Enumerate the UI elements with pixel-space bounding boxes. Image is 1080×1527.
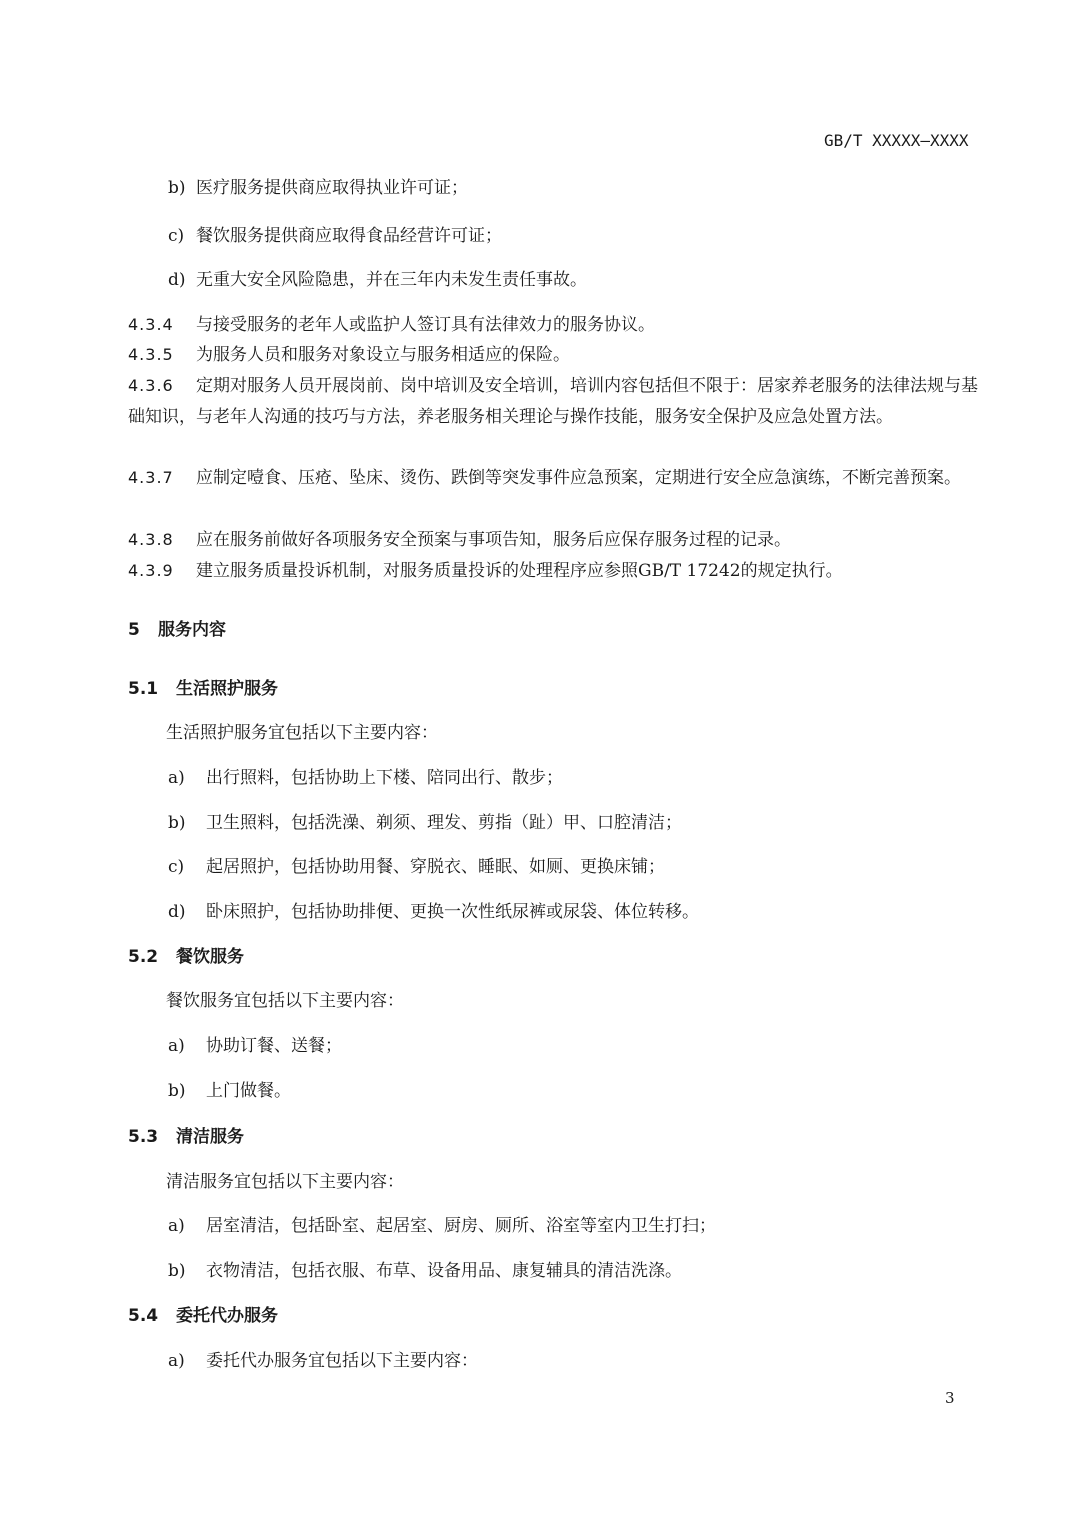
section-intro: 生活照护服务宜包括以下主要内容： xyxy=(166,723,438,743)
list-item-label: d) xyxy=(168,902,186,922)
clause-number: 4.3.4 xyxy=(128,315,174,334)
list-item-label: a) xyxy=(168,768,185,788)
list-item-text: 起居照护，包括协助用餐、穿脱衣、睡眠、如厕、更换床铺； xyxy=(206,857,665,877)
section-number: 5.2 xyxy=(128,947,159,967)
clause-text: 应在服务前做好各项服务安全预案与事项告知，服务后应保存服务过程的记录。 xyxy=(196,530,791,550)
list-item-label: a) xyxy=(168,1036,185,1056)
clause-text: 建立服务质量投诉机制，对服务质量投诉的处理程序应参照GB/T 17242的规定执行。 xyxy=(196,561,843,581)
section-title: 餐饮服务 xyxy=(176,947,244,967)
chapter-number: 5 xyxy=(128,620,140,640)
list-item-text: 居室清洁，包括卧室、起居室、厨房、厕所、浴室等室内卫生打扫； xyxy=(206,1216,716,1236)
clause-text: 为服务人员和服务对象设立与服务相适应的保险。 xyxy=(196,345,570,365)
section-number: 5.3 xyxy=(128,1127,159,1147)
section-title: 清洁服务 xyxy=(176,1127,244,1147)
document-code: GB/T XXXXX—XXXX xyxy=(824,131,969,150)
list-item-label: b) xyxy=(168,178,186,198)
list-item-text: 无重大安全风险隐患，并在三年内未发生责任事故。 xyxy=(196,270,587,290)
list-item-label: b) xyxy=(168,1081,186,1101)
section-number: 5.4 xyxy=(128,1306,159,1326)
list-item-text: 餐饮服务提供商应取得食品经营许可证； xyxy=(196,226,502,246)
list-item-label: b) xyxy=(168,813,186,833)
clause-number: 4.3.7 xyxy=(128,468,174,487)
section-title: 生活照护服务 xyxy=(176,679,278,699)
list-item-label: d) xyxy=(168,270,186,290)
list-item-label: a) xyxy=(168,1216,185,1236)
list-item-text: 医疗服务提供商应取得执业许可证； xyxy=(196,178,468,198)
clause-text: 应制定噎食、压疮、坠床、烫伤、跌倒等突发事件应急预案，定期进行安全应急演练，不断完善预案。 xyxy=(196,468,961,488)
section-intro: 清洁服务宜包括以下主要内容： xyxy=(166,1172,404,1192)
clause-number: 4.3.6 xyxy=(128,376,174,395)
clause-number: 4.3.5 xyxy=(128,345,174,364)
section-number: 5.1 xyxy=(128,679,159,699)
list-item-label: c) xyxy=(168,857,185,877)
clause-text: 定期对服务人员开展岗前、岗中培训及安全培训，培训内容包括但不限于：居家养老服务的法律法规与基础知识，与老年人沟通的技巧与方法，养老服务相关理论与操作技能，服务安全保护及应急处置方法。 xyxy=(128,376,978,427)
list-item-label: a) xyxy=(168,1351,185,1371)
list-item-text: 卫生照料，包括洗澡、剃须、理发、剪指（趾）甲、口腔清洁； xyxy=(206,813,682,833)
list-item-text: 出行照料，包括协助上下楼、陪同出行、散步； xyxy=(206,768,563,788)
clause-number: 4.3.8 xyxy=(128,530,174,549)
list-item-text: 协助订餐、送餐； xyxy=(206,1036,342,1056)
list-item-text: 卧床照护，包括协助排便、更换一次性纸尿裤或尿袋、体位转移。 xyxy=(206,902,699,922)
chapter-title: 服务内容 xyxy=(158,620,226,640)
list-item-label: b) xyxy=(168,1261,186,1281)
page-number: 3 xyxy=(945,1389,955,1407)
list-item-text: 衣物清洁，包括衣服、布草、设备用品、康复辅具的清洁洗涤。 xyxy=(206,1261,682,1281)
list-item-text: 上门做餐。 xyxy=(206,1081,291,1101)
section-intro: 餐饮服务宜包括以下主要内容： xyxy=(166,991,404,1011)
list-item-text: 委托代办服务宜包括以下主要内容： xyxy=(206,1351,478,1371)
section-title: 委托代办服务 xyxy=(176,1306,278,1326)
clause-text: 与接受服务的老年人或监护人签订具有法律效力的服务协议。 xyxy=(196,315,655,335)
list-item-label: c) xyxy=(168,226,185,246)
clause-number: 4.3.9 xyxy=(128,561,174,580)
